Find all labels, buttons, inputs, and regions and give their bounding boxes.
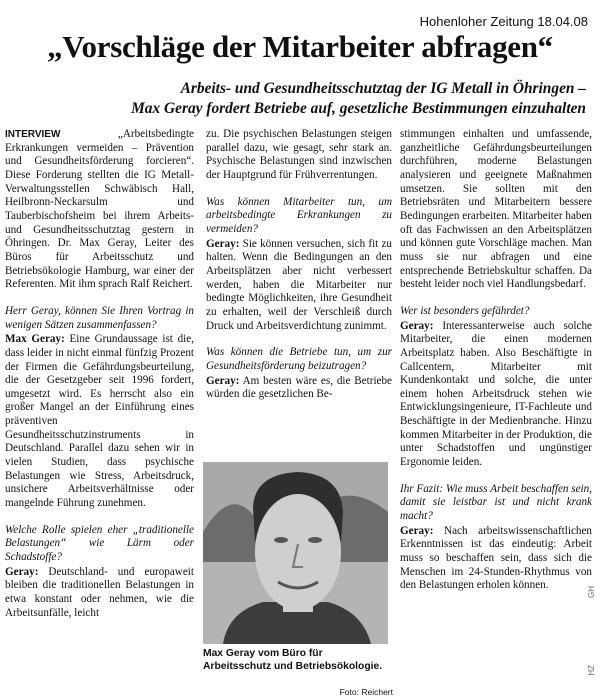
photo-caption <box>203 647 393 699</box>
answer-4-text-start: Am besten wäre es, die Betriebe würden die gesetzlichen Be- <box>206 374 393 401</box>
intro-paragraph <box>5 128 194 292</box>
question-3: Was können Mitarbeiter tun, um arbeitsbedingte Erkrankungen zu vermeiden? <box>206 195 392 235</box>
subheadline-line-1: Arbeits- und Gesundheitsschutztag der IG Metall in Öhringen – <box>180 80 586 97</box>
answer-3 <box>206 238 392 334</box>
caption-text: Max Geray vom Büro für Arbeitsschutz und Betriebsökologie. <box>203 648 383 672</box>
newspaper-source: Hohenloher Zeitung 18.04.08 <box>419 14 588 29</box>
question-2: Welche Rolle spielen eher „traditionelle Belastungen“ wie Lärm oder Schadstoffe? <box>5 523 194 564</box>
speaker-label: Geray: <box>206 374 240 387</box>
answer-2-start <box>5 566 194 621</box>
portrait-illustration <box>203 462 388 644</box>
answer-4-start <box>206 375 392 402</box>
portrait-photo <box>203 462 388 644</box>
answer-2-text-start: Deutschland- und europaweit bleiben die traditionellen Belastungen in etwa konstant oder nehmen, wie die Arbeitsunfälle, leicht <box>5 565 194 619</box>
answer-1-text: Eine Grundaussage ist die, dass leider in nicht einmal fünfzig Prozent der Firmen die Gefährdungsbeurteilung, die der Gesetzgeber seit 1996 fordert, umgesetzt wird. Es herrscht also ein großer Mangel an der Einführung eines präventiven Gesundheitsschutzinstruments in Deutschland. Parallel dazu sehen wir in vielen Studien, dass psychische Belastungen wie Stress, Arbeitsdruck, unsichere Arbeitsverhältnisse oder mangelnde Führung zunehmen. <box>5 333 194 510</box>
answer-5-text: Interessanterweise auch solche Mitarbeiter, die einen modernen Arbeitsplatz haben. Also Beschäftigte in Callcentern, Mitarbeiter mit Kundenkontakt und solche, die unter einem hohen Arbeitsdruck stehen wie Entwicklungsingenieure, IT-Fachleute und Beschäftigte in der Medienbranche. Hinzu kommen Mitarbeiter in der Produktion, die unter Schadstoffen und ungünstiger Ergonomie leiden. <box>400 319 592 469</box>
answer-3-text: Sie können versuchen, sich fit zu halten. Wenn die Bedingungen an den Arbeitsplätzen aber nicht verbessert werden, haben die Mitarbeiter nur bedingte Möglichkeiten, ihre Gesundheit zu erhalten, weil der Verschleiß durch Druck und Arbeitsverdichtung zunimmt. <box>206 237 392 332</box>
answer-1 <box>5 333 194 511</box>
article-headline: „Vorschläge der Mitarbeiter abfragen“ <box>47 29 553 64</box>
answer-2-end: zu. Die psychischen Belastungen steigen parallel dazu, wie gesagt, sehr stark an. Psychische Belastungen sind inzwischen der Hauptgrund für Frühverrentungen. <box>206 128 392 181</box>
question-4: Was können die Betriebe tun, um zur Gesundheitsförderung beizutragen? <box>206 346 392 372</box>
speaker-label: Geray: <box>206 237 240 250</box>
margin-mark-bottom: HZ <box>587 665 596 676</box>
subheadline-line-2: Max Geray fordert Betriebe auf, gesetzliche Bestimmungen einzuhalten <box>131 100 586 117</box>
text-column-3 <box>400 128 592 606</box>
text-column-1 <box>5 128 194 633</box>
margin-mark-top: GH <box>587 586 596 598</box>
answer-5 <box>400 320 592 470</box>
speaker-label: Geray: <box>5 565 39 578</box>
speaker-label: Geray: <box>400 319 434 332</box>
intro-text: „Arbeitsbedingte Erkrankungen vermeiden – Prävention und Gesundheitsförderung forcieren“. Diese Forderung stellten die IG Metall-Verwaltungsstellen Schwäbisch Hall, Heilbronn-Neckarsulm und Tauberbischofsheim bei ihrem Arbeits- und Gesundheitsschutztag gestern in Öhringen. Dr. Max Geray, Leiter des Büros für Arbeitsschutz und Betriebsökologie Hamburg, war einer der Referenten. Mit ihm sprach Ralf Reichert. <box>5 128 194 291</box>
question-1: Herr Geray, können Sie Ihren Vortrag in wenigen Sätzen zusammenfassen? <box>5 304 194 331</box>
question-6: Ihr Fazit: Wie muss Arbeit beschaffen sein, damit sie leistbar ist und nicht krank macht? <box>400 482 592 523</box>
speaker-label: Max Geray: <box>5 333 65 346</box>
answer-6 <box>400 525 592 593</box>
answer-4-end: stimmungen einhalten und umfassende, ganzheitliche Gefährdungsbeurteilungen durchführen, moderne Belastungen analysieren und geeignete Maßnahmen umsetzen. Sie sollten mit den Betriebsräten und Mitarbeitern bessere Bedingungen erarbeiten. Mitarbeiter haben oft das Fachwissen an den Arbeitsplätzen und können gute Vorschläge machen. Man muss sie nur abfragen und eine entsprechende Betriebskultur schaffen. Da besteht leider noch viel Handlungsbedarf. <box>400 128 592 291</box>
speaker-label: Geray: <box>400 524 434 537</box>
question-5: Wer ist besonders gefährdet? <box>400 304 530 317</box>
article-subheadline <box>20 79 586 119</box>
interview-tag: INTERVIEW <box>5 129 61 140</box>
text-column-2 <box>206 128 392 415</box>
answer-6-text: Nach arbeitswissenschaftlichen Erkenntnissen ist das eindeutig: Arbeit muss so beschaffen sein, dass sich die Menschen im 24-Stunden-Rhythmus von den Belastungen erholen können. <box>400 524 592 592</box>
photo-credit: Foto: Reichert <box>339 687 393 697</box>
